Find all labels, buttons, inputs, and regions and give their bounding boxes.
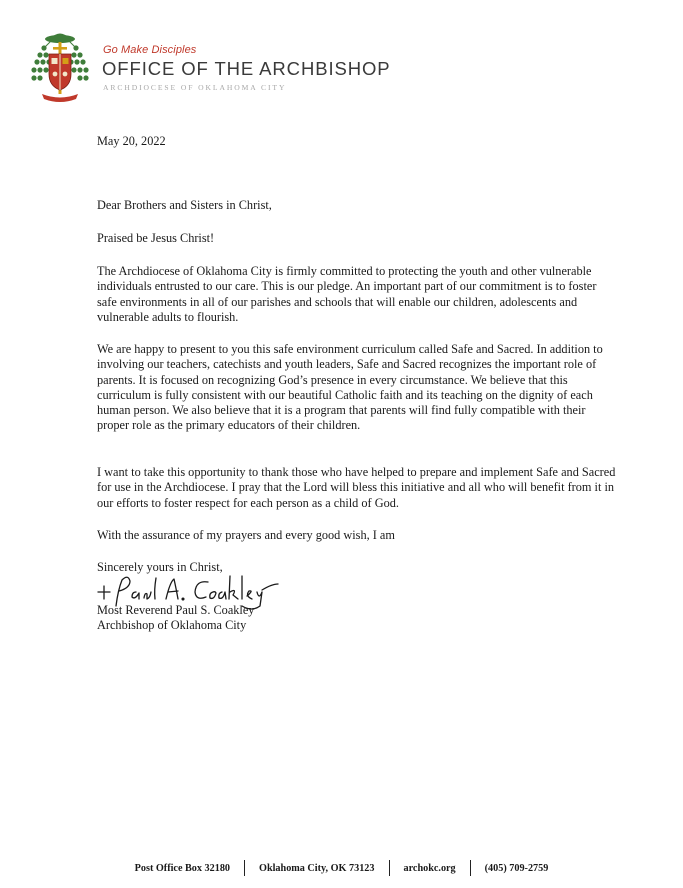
paragraph-curriculum: We are happy to present to you this safe environment curriculum called Safe and Sacred. In addition to involving our teachers, catechists and youth leaders, Safe and Sacred recognizes the important role of parents. It is focused on recognizing God’s presence in every circumstance. We believe that this curriculum is fully consistent with our beautiful Catholic faith and its teaching on the dignity of each human person. We also believe that it is a program that parents will find fully compatible with their proper role as the primary educators of their children. <box>97 342 603 433</box>
footer-website: archokc.org <box>403 862 456 874</box>
signer-title: Archbishop of Oklahoma City <box>97 618 247 632</box>
office-title: OFFICE OF THE ARCHBISHOP <box>102 58 391 79</box>
paragraph-blessing: With the assurance of my prayers and every good wish, I am <box>97 528 395 542</box>
paragraph-commitment: The Archdiocese of Oklahoma City is firmly committed to protecting the youth and other vulnerable individuals entrusted to our care. This is our pledge. An important part of our commitment is to foster safe environments in all of our parishes and schools that will enable our children, adolescents and vulnerable adults to flourish. <box>97 264 597 324</box>
signer-name: Most Reverend Paul S. Coakley <box>97 603 255 617</box>
archdiocese-crest-icon <box>30 30 90 106</box>
letter-date: May 20, 2022 <box>97 134 166 148</box>
footer-phone: (405) 709-2759 <box>484 862 549 874</box>
footer-contact <box>0 858 683 878</box>
paragraph-thanks: I want to take this opportunity to thank those who have helped to prepare and implement Safe and Sacred for use in the Archdiocese. I pray that the Lord will bless this initiative and all who will benefit from it in our efforts to foster respect for each person as a child of God. <box>97 465 616 510</box>
footer-city: Oklahoma City, OK 73123 <box>259 862 375 874</box>
footer-po-box: Post Office Box 32180 <box>134 862 231 874</box>
closing: Sincerely yours in Christ, <box>97 560 223 574</box>
tagline: Go Make Disciples <box>103 44 197 56</box>
greeting: Praised be Jesus Christ! <box>97 231 215 245</box>
archdiocese-name: ARCHDIOCESE OF OKLAHOMA CITY <box>103 83 287 92</box>
salutation: Dear Brothers and Sisters in Christ, <box>97 198 272 212</box>
